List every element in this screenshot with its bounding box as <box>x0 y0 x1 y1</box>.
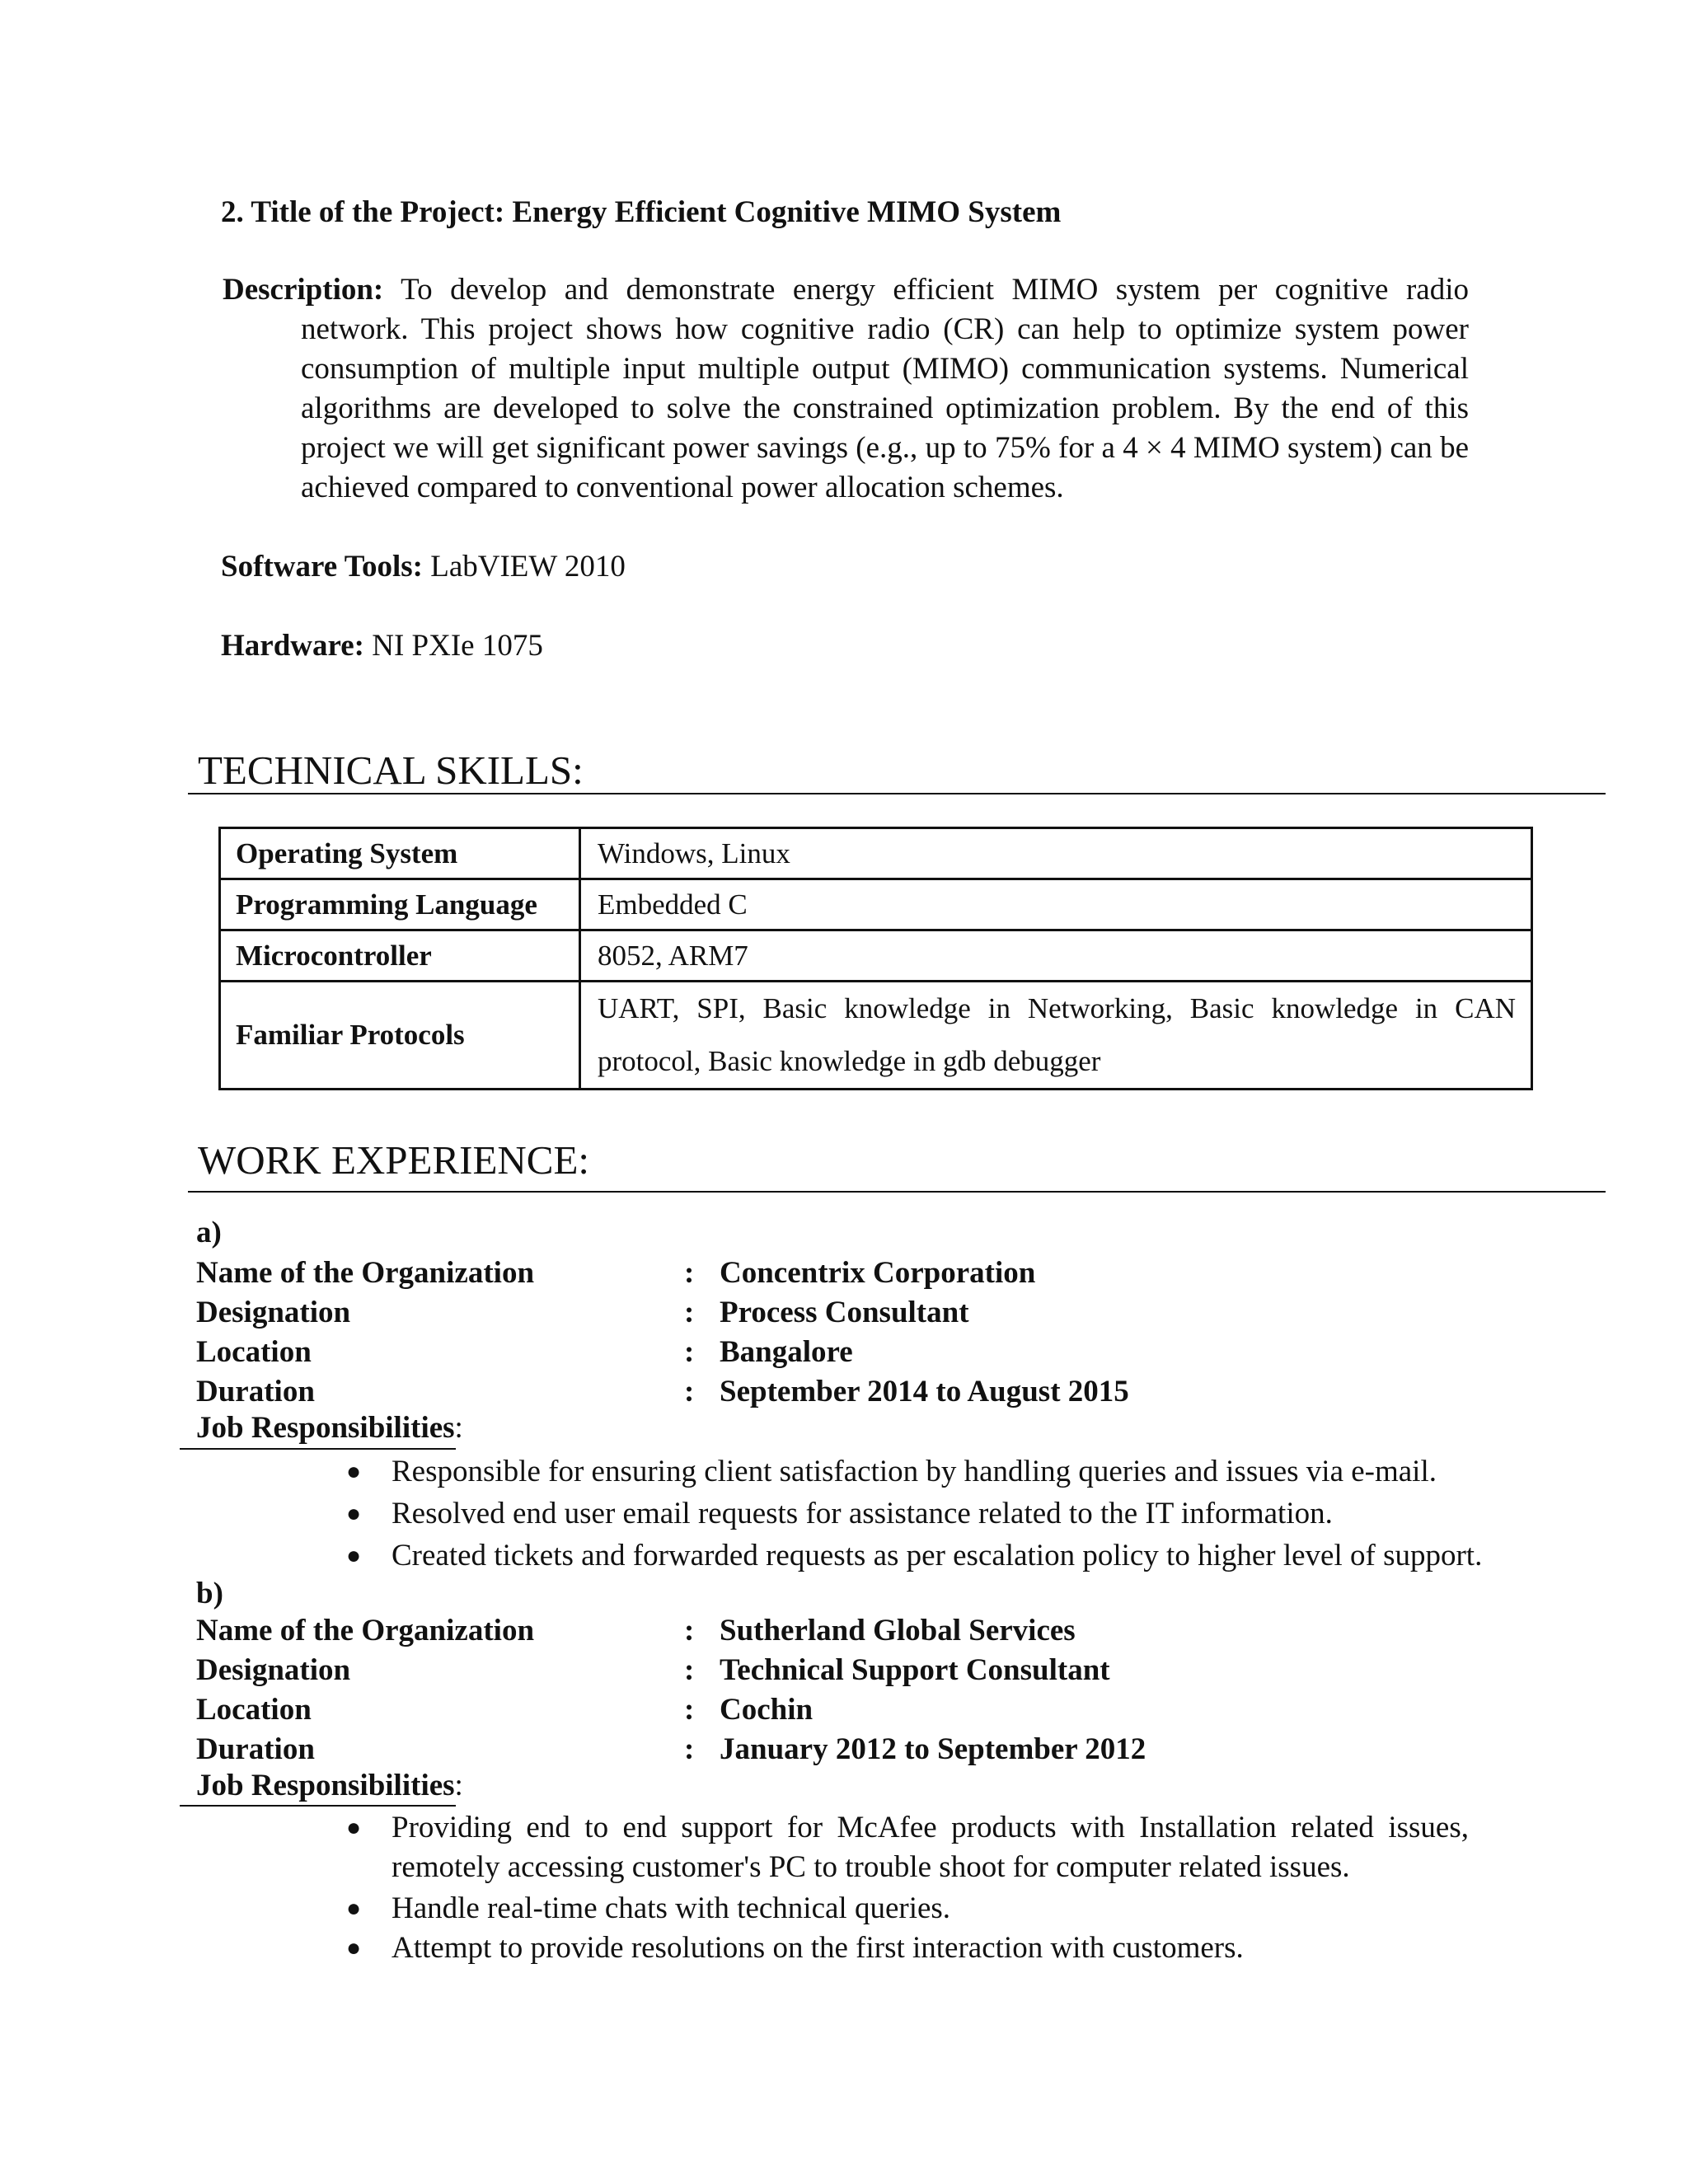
skills-row <box>220 879 1532 930</box>
hardware-line <box>221 628 543 664</box>
colon: : <box>684 1375 695 1408</box>
entry-marker: b) <box>196 1577 223 1610</box>
skills-key: Programming Language <box>220 879 580 930</box>
skills-table <box>218 827 1533 1090</box>
bullet-icon: ● <box>346 1934 362 1961</box>
project-title: 2. Title of the Project: Energy Efficient Cognitive MIMO System <box>221 195 1062 229</box>
project-description <box>223 270 1469 508</box>
software-value: LabVIEW 2010 <box>422 550 626 583</box>
hardware-label: Hardware: <box>221 629 364 663</box>
work-experience-rule <box>188 1191 1606 1193</box>
description-label: Description: <box>223 273 384 307</box>
bullet-icon: ● <box>346 1542 362 1569</box>
responsibility-item: Resolved end user email requests for assistance related to the IT information. <box>392 1497 1333 1530</box>
bullet-icon: ● <box>346 1458 362 1485</box>
responsibility-item: Providing end to end support for McAfee products with Installation related issues, remotely accessing customer's PC to trouble shoot for computer related issues. <box>392 1811 1469 1884</box>
skills-value: UART, SPI, Basic knowledge in Networking, Basic knowledge in CAN protocol, Basic knowledge in gdb debugger <box>580 982 1532 1090</box>
designation-value: Technical Support Consultant <box>720 1653 1110 1687</box>
responsibility-item: Attempt to provide resolutions on the first interaction with customers. <box>392 1931 1244 1965</box>
location-value: Bangalore <box>720 1335 853 1369</box>
duration-label: Duration <box>196 1732 315 1766</box>
duration-value: January 2012 to September 2012 <box>720 1732 1146 1766</box>
colon: : <box>684 1335 695 1369</box>
bullet-icon: ● <box>346 1895 362 1922</box>
designation-value: Process Consultant <box>720 1296 969 1329</box>
job-responsibilities-underline <box>180 1805 456 1807</box>
colon: : <box>684 1653 695 1687</box>
organization-value: Concentrix Corporation <box>720 1256 1036 1290</box>
technical-skills-heading: TECHNICAL SKILLS: <box>198 748 584 793</box>
location-label: Location <box>196 1335 312 1369</box>
colon: : <box>684 1693 695 1727</box>
responsibility-item: Created tickets and forwarded requests as per escalation policy to higher level of support. <box>392 1539 1483 1572</box>
organization-value: Sutherland Global Services <box>720 1614 1076 1647</box>
skills-value: Windows, Linux <box>580 828 1532 879</box>
software-label: Software Tools: <box>221 550 423 583</box>
job-responsibilities-label: Job Responsibilities <box>196 1411 455 1445</box>
skills-value: Embedded C <box>580 879 1532 930</box>
job-responsibilities-underline <box>180 1448 456 1450</box>
responsibility-item: Responsible for ensuring client satisfaction by handling queries and issues via e-mail. <box>392 1455 1437 1488</box>
location-label: Location <box>196 1693 312 1727</box>
skills-row <box>220 982 1532 1090</box>
work-experience-heading: WORK EXPERIENCE: <box>198 1137 589 1183</box>
software-tools-line <box>221 549 626 585</box>
entry-marker: a) <box>196 1216 222 1249</box>
description-text: To develop and demonstrate energy efficient MIMO system per cognitive radio network. This project shows how cognitive radio (CR) can help to optimize system power consumption of multiple input multiple output (MIMO) communication systems. Numerical algorithms are developed to solve the constrained optimization problem. By the end of this project we will get significant power savings (e.g., up to 75% for a 4 × 4 MIMO system) can be achieved compared to conventional power allocation schemes. <box>301 273 1469 504</box>
organization-label: Name of the Organization <box>196 1614 535 1647</box>
skills-key: Microcontroller <box>220 930 580 982</box>
skills-key: Familiar Protocols <box>220 982 580 1090</box>
bullet-icon: ● <box>346 1500 362 1527</box>
job-responsibilities-label: Job Responsibilities <box>196 1769 455 1802</box>
job-responsibilities-heading <box>196 1768 463 1804</box>
job-responsibilities-heading <box>196 1410 463 1446</box>
organization-label: Name of the Organization <box>196 1256 535 1290</box>
designation-label: Designation <box>196 1653 351 1687</box>
bullet-icon: ● <box>346 1814 362 1841</box>
hardware-value: NI PXIe 1075 <box>364 629 543 663</box>
duration-label: Duration <box>196 1375 315 1408</box>
skills-key: Operating System <box>220 828 580 879</box>
location-value: Cochin <box>720 1693 814 1727</box>
skills-value: 8052, ARM7 <box>580 930 1532 982</box>
colon: : <box>454 1411 463 1445</box>
responsibility-item: Handle real-time chats with technical queries. <box>392 1891 951 1925</box>
designation-label: Designation <box>196 1296 351 1329</box>
colon: : <box>684 1614 695 1647</box>
colon: : <box>684 1296 695 1329</box>
skills-row <box>220 828 1532 879</box>
colon: : <box>684 1732 695 1766</box>
colon: : <box>684 1256 695 1290</box>
technical-skills-rule <box>188 793 1606 794</box>
skills-row <box>220 930 1532 982</box>
duration-value: September 2014 to August 2015 <box>720 1375 1129 1408</box>
colon: : <box>454 1769 463 1802</box>
